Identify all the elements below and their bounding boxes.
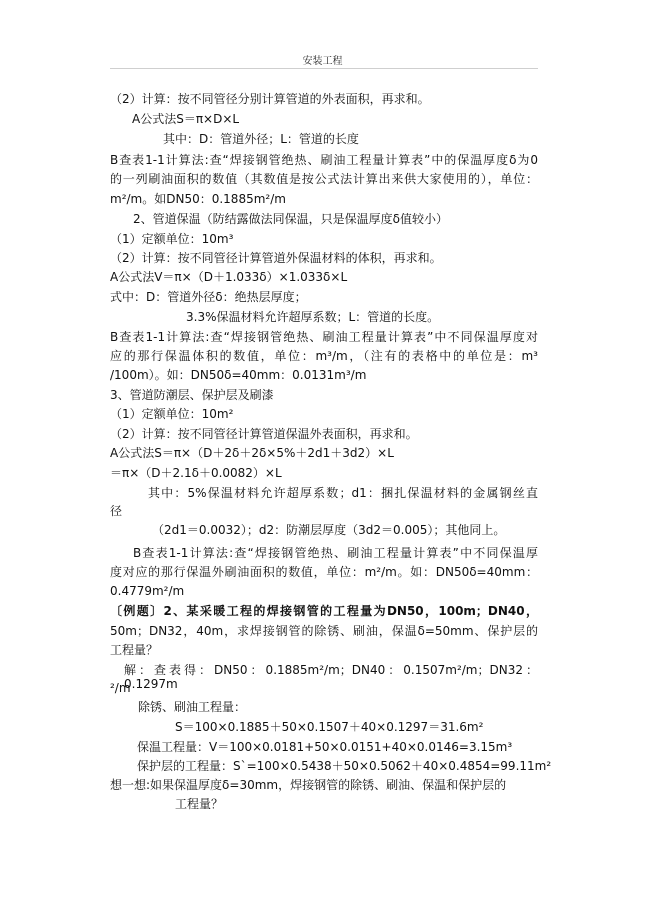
text-line: 工程量？	[110, 643, 159, 657]
section-heading: 3、管道防潮层、保护层及刷漆	[110, 388, 274, 402]
text-line: 工程量？	[175, 797, 224, 811]
text-line: 想一想:如果保温厚度δ=30mm，焊接钢管的除锈、刷油、保温和保护层的	[110, 778, 507, 792]
text-line: A公式法S＝π×（D＋2δ＋2δ×5%＋2d1＋3d2）×L	[110, 446, 394, 460]
page-header: 安装工程	[302, 56, 343, 67]
formula-line: 保护层的工程量：S`=100×0.5438＋50×0.5062＋40×0.4854=99.11m²	[137, 759, 552, 773]
text-line: 其中：D：管道外径；L：管道的长度	[163, 132, 359, 146]
formula-line: 保温工程量：V＝100×0.0181+50×0.0151+40×0.0146=3.15m³	[137, 740, 513, 754]
text-line: 其中：5%保温材料允许超厚系数；d1：捆扎保温材料的金属钢丝直	[148, 486, 538, 500]
text-line: ＝π×（D＋2.1δ＋0.0082）×L	[110, 466, 282, 480]
text-line: 度对应的那行保温外刷油面积的数值，单位：m²/m。如：DN50δ=40mm：	[110, 565, 538, 579]
text-line: 应的那行保温体积的数值，单位：m³/m，（注有的表格中的单位是：m³	[110, 349, 538, 363]
text-line: 径	[110, 504, 123, 518]
text-line: 的一列刷油面积的数值（其数值是按公式法计算出来供大家使用的），单位：	[110, 172, 538, 186]
text-line: （2）计算：按不同管径计算管道保温外表面积，再求和。	[110, 427, 418, 441]
text-line: m²/m。如DN50：0.1885m²/m	[110, 192, 286, 206]
text-line: 除锈、刷油工程量：	[138, 700, 247, 714]
text-line: /100m）。如：DN50δ=40mm：0.0131m³/m	[110, 368, 367, 382]
text-line: B查表1-1计算法:查“焊接钢管绝热、刷油工程量计算表”中的保温厚度δ为0	[110, 153, 538, 167]
text-line: 50m；DN32，40m，求焊接钢管的除锈、刷油，保温δ=50mm、保护层的	[110, 624, 538, 638]
section-heading: 2、管道保温（防结露做法同保温，只是保温厚度δ值较小）	[133, 212, 448, 226]
text-line: （2）计算：按不同管径分别计算管道的外表面积，再求和。	[110, 92, 430, 106]
text-line: （2）计算：按不同管径计算管道外保温材料的体积，再求和。	[110, 251, 442, 265]
text-line: B查表1-1计算法:查“焊接钢管绝热、刷油工程量计算表”中不同保温厚度对	[110, 330, 538, 344]
text-line: A公式法V＝π×（D＋1.033δ）×1.033δ×L	[110, 270, 348, 284]
text-line: 3.3%保温材料允许超厚系数；L：管道的长度。	[186, 310, 440, 324]
text-line: 0.4779m²/m	[110, 584, 185, 598]
header-divider	[110, 68, 538, 69]
text-line: （1）定额单位：10m²	[110, 407, 234, 421]
text-line: B查表1-1计算法:查“焊接钢管绝热、刷油工程量计算表”中不同保温厚	[133, 546, 538, 560]
text-line: A公式法S＝π×D×L	[132, 112, 240, 126]
text-line: 式中：D：管道外径δ：绝热层厚度；	[110, 290, 307, 304]
text-line: （1）定额单位：10m³	[110, 232, 234, 246]
example-line: 〔例题〕2、某采暖工程的焊接钢管的工程量为DN50，100m；DN40，	[110, 604, 538, 618]
text-line: （2d1＝0.0032）；d2：防潮层厚度（3d2＝0.005）；其他同上。	[152, 523, 506, 537]
text-line: ²/m	[110, 681, 131, 695]
formula-line: S＝100×0.1885＋50×0.1507＋40×0.1297＝31.6m²	[175, 720, 484, 734]
text-line: 解：查表得：DN50：0.1885m²/m；DN40：0.1507m²/m；DN32：0.1297m	[124, 663, 538, 691]
